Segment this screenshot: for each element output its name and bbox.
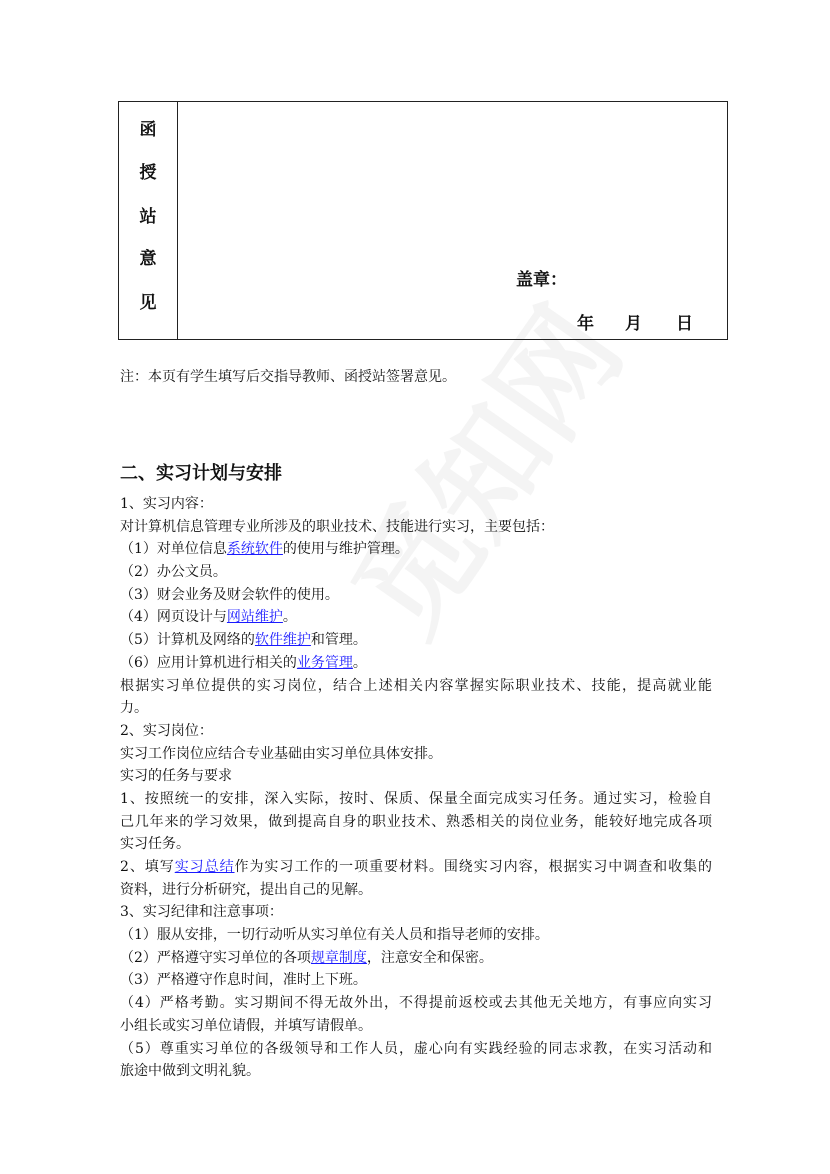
text-segment: （4）网页设计与	[120, 609, 227, 626]
text-segment: （5）计算机及网络的	[120, 632, 255, 649]
text-line: 对计算机信息管理专业所涉及的职业技术、技能进行实习，主要包括：	[120, 518, 554, 535]
body-text	[120, 493, 712, 1083]
text-segment: 。	[282, 609, 297, 626]
text-line: （4）严格考勤。实习期间不得无故外出，不得提前返校或去其他无关地方，有事应向实习	[120, 995, 712, 1012]
text-line: 小组长或实习单位请假，并填写请假单。	[120, 1017, 372, 1034]
date-year: 年	[577, 314, 594, 334]
text-line: （2）办公文员。	[120, 564, 227, 581]
text-segment: （2）严格遵守实习单位的各项	[120, 949, 311, 966]
text-line: 根据实习单位提供的实习岗位，结合上述相关内容掌握实际职业技术、技能，提高就业能	[120, 677, 712, 694]
hyperlink[interactable]: 业务管理	[296, 654, 353, 671]
label-char: 函	[139, 120, 157, 140]
text-line: （5）尊重实习单位的各级领导和工作人员，虚心向有实践经验的同志求教，在实习活动和	[120, 1040, 712, 1057]
text-line: 实习的任务与要求	[120, 768, 232, 785]
text-line: （1）服从安排，一切行动听从实习单位有关人员和指导老师的安排。	[120, 927, 549, 944]
label-char: 授	[139, 163, 157, 183]
hyperlink[interactable]: 网站维护	[226, 609, 283, 626]
hyperlink[interactable]: 软件维护	[254, 632, 311, 649]
text-line	[120, 947, 712, 970]
text-segment: 。	[352, 654, 367, 671]
hyperlink[interactable]: 系统软件	[226, 541, 283, 558]
text-line	[120, 629, 712, 652]
text-line: 力。	[120, 700, 148, 717]
text-line: 己几年来的学习效果，做到提高自身的职业技术、熟悉相关的岗位业务，能较好地完成各项	[120, 813, 712, 830]
text-line: 1、实习内容：	[120, 496, 213, 512]
text-segment: （1）对单位信息	[120, 541, 227, 558]
label-cell	[119, 102, 178, 339]
text-line: 1、按照统一的安排，深入实际，按时、保质、保量全面完成实习任务。通过实习，检验自	[120, 790, 712, 807]
text-line: （3）财会业务及财会软件的使用。	[120, 586, 339, 603]
hyperlink[interactable]: 规章制度	[310, 949, 367, 966]
text-segment: 作为实习工作的一项重要材料。围绕实习内容，根据实习中调查和收集的	[234, 859, 712, 875]
text-line: （3）严格遵守作息时间，准时上下班。	[120, 972, 367, 989]
text-line	[120, 856, 712, 879]
label-char: 意	[139, 249, 157, 269]
text-line: 资料，进行分析研究，提出自己的见解。	[120, 881, 372, 898]
date-day: 日	[676, 314, 693, 334]
text-segment: ，注意安全和保密。	[366, 949, 493, 966]
text-line	[120, 538, 712, 561]
text-line: 实习任务。	[120, 836, 190, 853]
label-char: 站	[139, 207, 157, 227]
section-title: 二、实习计划与安排	[120, 463, 282, 484]
note: 注：本页有学生填写后交指导教师、函授站签署意见。	[120, 369, 456, 385]
text-line: 2、实习岗位：	[120, 722, 213, 739]
text-segment: 和管理。	[310, 632, 367, 649]
text-segment: 2、填写	[120, 859, 175, 875]
text-line: 3、实习纪律和注意事项：	[120, 904, 283, 921]
text-line	[120, 606, 712, 629]
text-line	[120, 652, 712, 675]
text-line: 旅途中做到文明礼貌。	[120, 1063, 260, 1080]
seal-label: 盖章：	[516, 270, 567, 290]
text-segment: （6）应用计算机进行相关的	[120, 654, 297, 671]
text-line: 实习工作岗位应结合专业基础由实习单位具体安排。	[120, 745, 442, 762]
opinion-table	[118, 101, 728, 340]
text-segment: 的使用与维护管理。	[282, 541, 409, 558]
hyperlink[interactable]: 实习总结	[174, 859, 235, 875]
date-month: 月	[625, 314, 642, 334]
label-char: 见	[139, 293, 157, 313]
